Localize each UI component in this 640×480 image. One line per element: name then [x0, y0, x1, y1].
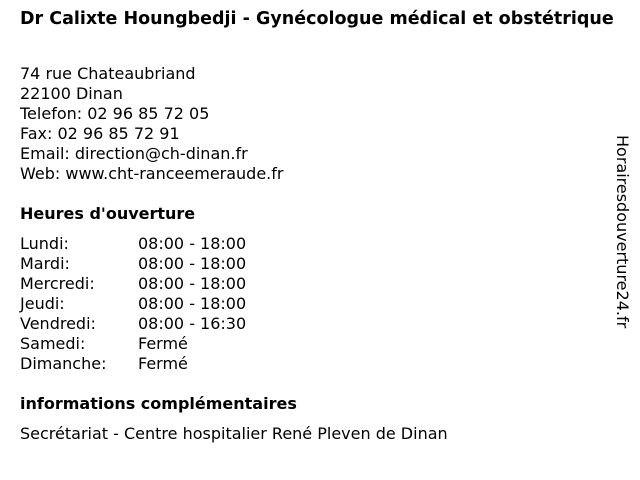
- web-text: Web: www.cht-ranceemeraude.fr: [20, 164, 284, 183]
- time-value: 08:00 - 18:00: [138, 274, 247, 293]
- hours-row-monday: [20, 234, 320, 254]
- time-value: 08:00 - 18:00: [138, 234, 247, 253]
- hours-row-tuesday: [20, 254, 320, 274]
- hours-row-saturday: [20, 334, 320, 354]
- day-label: Lundi:: [20, 234, 69, 253]
- day-label: Samedi:: [20, 334, 86, 353]
- day-label: Vendredi:: [20, 314, 96, 333]
- phone-text: Telefon: 02 96 85 72 05: [20, 104, 210, 123]
- opening-hours-heading: Heures d'ouverture: [20, 204, 196, 223]
- time-value: 08:00 - 16:30: [138, 314, 247, 333]
- fax-text: Fax: 02 96 85 72 91: [20, 124, 180, 143]
- opening-hours-table: [20, 234, 320, 374]
- time-value: 08:00 - 18:00: [138, 254, 247, 273]
- day-label: Mercredi:: [20, 274, 95, 293]
- time-value: 08:00 - 18:00: [138, 294, 247, 313]
- hours-row-wednesday: [20, 274, 320, 294]
- contact-block: [20, 64, 283, 184]
- time-value: Fermé: [138, 354, 188, 373]
- site-brand-watermark: Horairesdouverture24.fr: [613, 135, 632, 329]
- day-label: Jeudi:: [20, 294, 65, 313]
- day-label: Dimanche:: [20, 354, 107, 373]
- address-street: 74 rue Chateaubriand: [20, 64, 196, 83]
- time-value: Fermé: [138, 334, 188, 353]
- additional-info-text: Secrétariat - Centre hospitalier René Pleven de Dinan: [20, 424, 448, 443]
- hours-row-friday: [20, 314, 320, 334]
- day-label: Mardi:: [20, 254, 70, 273]
- hours-row-thursday: [20, 294, 320, 314]
- address-city: 22100 Dinan: [20, 84, 123, 103]
- page-title: Dr Calixte Houngbedji - Gynécologue médical et obstétrique: [20, 9, 614, 29]
- additional-info-heading: informations complémentaires: [20, 394, 297, 413]
- hours-row-sunday: [20, 354, 320, 374]
- email-text: Email: direction@ch-dinan.fr: [20, 144, 248, 163]
